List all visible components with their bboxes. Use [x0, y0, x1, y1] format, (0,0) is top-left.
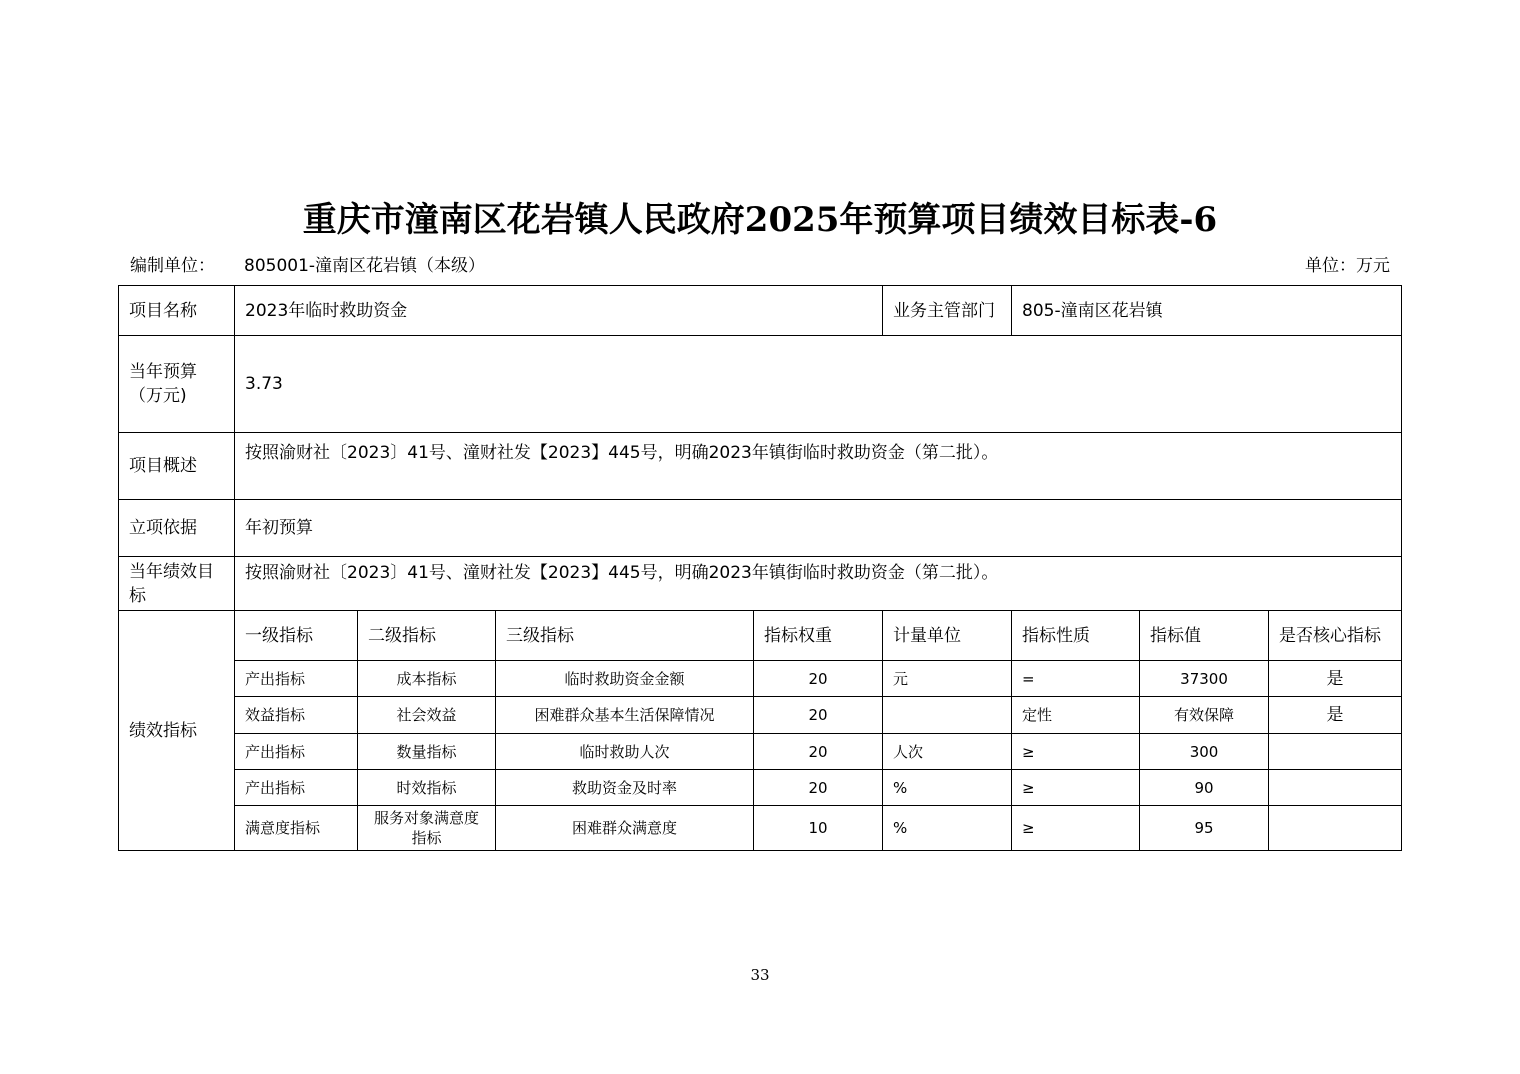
- cell-weight: 20: [754, 697, 883, 734]
- cell-level3: 困难群众满意度: [496, 806, 754, 851]
- cell-value: 37300: [1140, 661, 1269, 697]
- header-cell: 指标值: [1140, 611, 1269, 661]
- cell-nature: =: [1012, 661, 1140, 697]
- header-cell: 二级指标: [358, 611, 496, 661]
- basis-value: 年初预算: [235, 500, 1402, 557]
- cell-level1: 产出指标: [235, 770, 358, 806]
- cell-value: 95: [1140, 806, 1269, 851]
- cell-level1: 效益指标: [235, 697, 358, 734]
- table-row: [119, 806, 1402, 851]
- cell-level1: 满意度指标: [235, 806, 358, 851]
- project-name-label: 项目名称: [119, 286, 235, 336]
- cell-level1: 产出指标: [235, 734, 358, 770]
- cell-level3: 临时救助资金金额: [496, 661, 754, 697]
- performance-table: [118, 285, 1402, 851]
- header-cell: 计量单位: [883, 611, 1012, 661]
- cell-unit: %: [883, 806, 1012, 851]
- overview-label: 项目概述: [119, 433, 235, 500]
- cell-nature: ≥: [1012, 734, 1140, 770]
- cell-value: 90: [1140, 770, 1269, 806]
- compiling-unit-value: 805001-潼南区花岩镇（本级）: [244, 256, 486, 276]
- cell-weight: 20: [754, 661, 883, 697]
- cell-level2: 服务对象满意度指标: [358, 806, 496, 851]
- table-row: [119, 697, 1402, 734]
- cell-level3: 困难群众基本生活保障情况: [496, 697, 754, 734]
- cell-level1: 产出指标: [235, 661, 358, 697]
- table-row: [119, 770, 1402, 806]
- goal-value: 按照渝财社〔2023〕41号、潼财社发【2023】445号，明确2023年镇街临时救助资金（第二批）。: [235, 557, 1402, 611]
- cell-weight: 20: [754, 734, 883, 770]
- cell-core: [1269, 806, 1402, 851]
- cell-core: [1269, 734, 1402, 770]
- cell-level2: 时效指标: [358, 770, 496, 806]
- dept-label: 业务主管部门: [883, 286, 1012, 336]
- indicator-header-row: [119, 611, 1402, 661]
- cell-unit: 人次: [883, 734, 1012, 770]
- header-cell: 一级指标: [235, 611, 358, 661]
- table-row: [119, 661, 1402, 697]
- cell-unit: [883, 697, 1012, 734]
- cell-unit: 元: [883, 661, 1012, 697]
- header-cell: 三级指标: [496, 611, 754, 661]
- header-cell: 指标性质: [1012, 611, 1140, 661]
- header-cell: 是否核心指标: [1269, 611, 1402, 661]
- cell-nature: ≥: [1012, 770, 1140, 806]
- compiling-unit-label: 编制单位：: [130, 256, 215, 276]
- document-title: 重庆市潼南区花岩镇人民政府2025年预算项目绩效目标表-6: [302, 200, 1218, 240]
- cell-value: 300: [1140, 734, 1269, 770]
- table-row: [119, 734, 1402, 770]
- cell-level2: 社会效益: [358, 697, 496, 734]
- basis-label: 立项依据: [119, 500, 235, 557]
- page-number: 33: [750, 966, 770, 984]
- cell-core: 是: [1269, 697, 1402, 734]
- cell-nature: 定性: [1012, 697, 1140, 734]
- budget-value: 3.73: [235, 336, 1402, 433]
- budget-label: 当年预算（万元): [119, 336, 235, 433]
- project-name-value: 2023年临时救助资金: [235, 286, 883, 336]
- overview-value: 按照渝财社〔2023〕41号、潼财社发【2023】445号，明确2023年镇街临时救助资金（第二批）。: [235, 433, 1402, 500]
- cell-weight: 20: [754, 770, 883, 806]
- cell-value: 有效保障: [1140, 697, 1269, 734]
- goal-label: 当年绩效目标: [119, 557, 235, 611]
- currency-unit: 单位：万元: [1305, 256, 1390, 276]
- cell-nature: ≥: [1012, 806, 1140, 851]
- cell-core: 是: [1269, 661, 1402, 697]
- cell-level2: 成本指标: [358, 661, 496, 697]
- indicator-section-label: 绩效指标: [119, 611, 235, 851]
- cell-core: [1269, 770, 1402, 806]
- cell-unit: %: [883, 770, 1012, 806]
- compiling-unit: [130, 251, 485, 276]
- cell-level2: 数量指标: [358, 734, 496, 770]
- header-cell: 指标权重: [754, 611, 883, 661]
- cell-weight: 10: [754, 806, 883, 851]
- cell-level3: 临时救助人次: [496, 734, 754, 770]
- cell-level3: 救助资金及时率: [496, 770, 754, 806]
- dept-value: 805-潼南区花岩镇: [1012, 286, 1402, 336]
